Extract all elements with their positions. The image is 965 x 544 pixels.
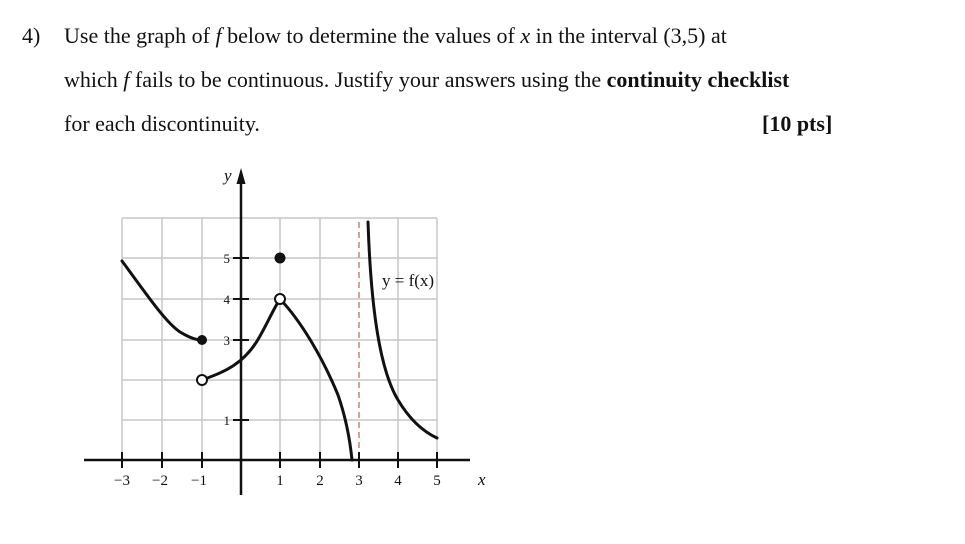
continuity-checklist-bold: continuity checklist — [606, 67, 790, 92]
f-italic: f — [215, 23, 222, 48]
problem-line-3: for each discontinuity. — [64, 111, 260, 136]
problem-line-1: Use the graph of f below to determine the values of x in the interval (3,5) at — [64, 23, 727, 48]
closed-point — [275, 253, 286, 264]
open-point — [275, 294, 285, 304]
closed-point — [197, 335, 207, 345]
x-tick-label: −2 — [152, 473, 168, 489]
x-tick-label: 1 — [276, 473, 284, 489]
x-tick-label: −1 — [191, 473, 207, 489]
x-axis-label: x — [478, 470, 486, 489]
y-tick-label: 4 — [223, 292, 230, 307]
y-axis-arrow-icon — [237, 168, 246, 184]
y-tick-label: 3 — [223, 333, 230, 348]
y-tick-label: 1 — [223, 413, 230, 428]
x-italic: x — [520, 23, 531, 48]
x-tick-label: 3 — [355, 473, 363, 489]
open-point — [197, 375, 207, 385]
x-tick-label: −3 — [114, 473, 130, 489]
y-axis-label: y — [224, 166, 232, 185]
f-italic: f — [123, 67, 130, 92]
points-label: [10 pts] — [762, 111, 833, 136]
x-tick-label: 2 — [316, 473, 324, 489]
x-tick-label: 5 — [433, 473, 441, 489]
y-tick-label: 5 — [223, 251, 230, 266]
problem-number: 4) — [22, 23, 41, 48]
function-label: y = f(x) — [382, 271, 435, 290]
curve-right-branch — [368, 222, 437, 438]
x-tick-label: 4 — [394, 473, 402, 489]
problem-line-2: which f fails to be continuous. Justify your answers using the continuity checklist — [64, 67, 790, 92]
